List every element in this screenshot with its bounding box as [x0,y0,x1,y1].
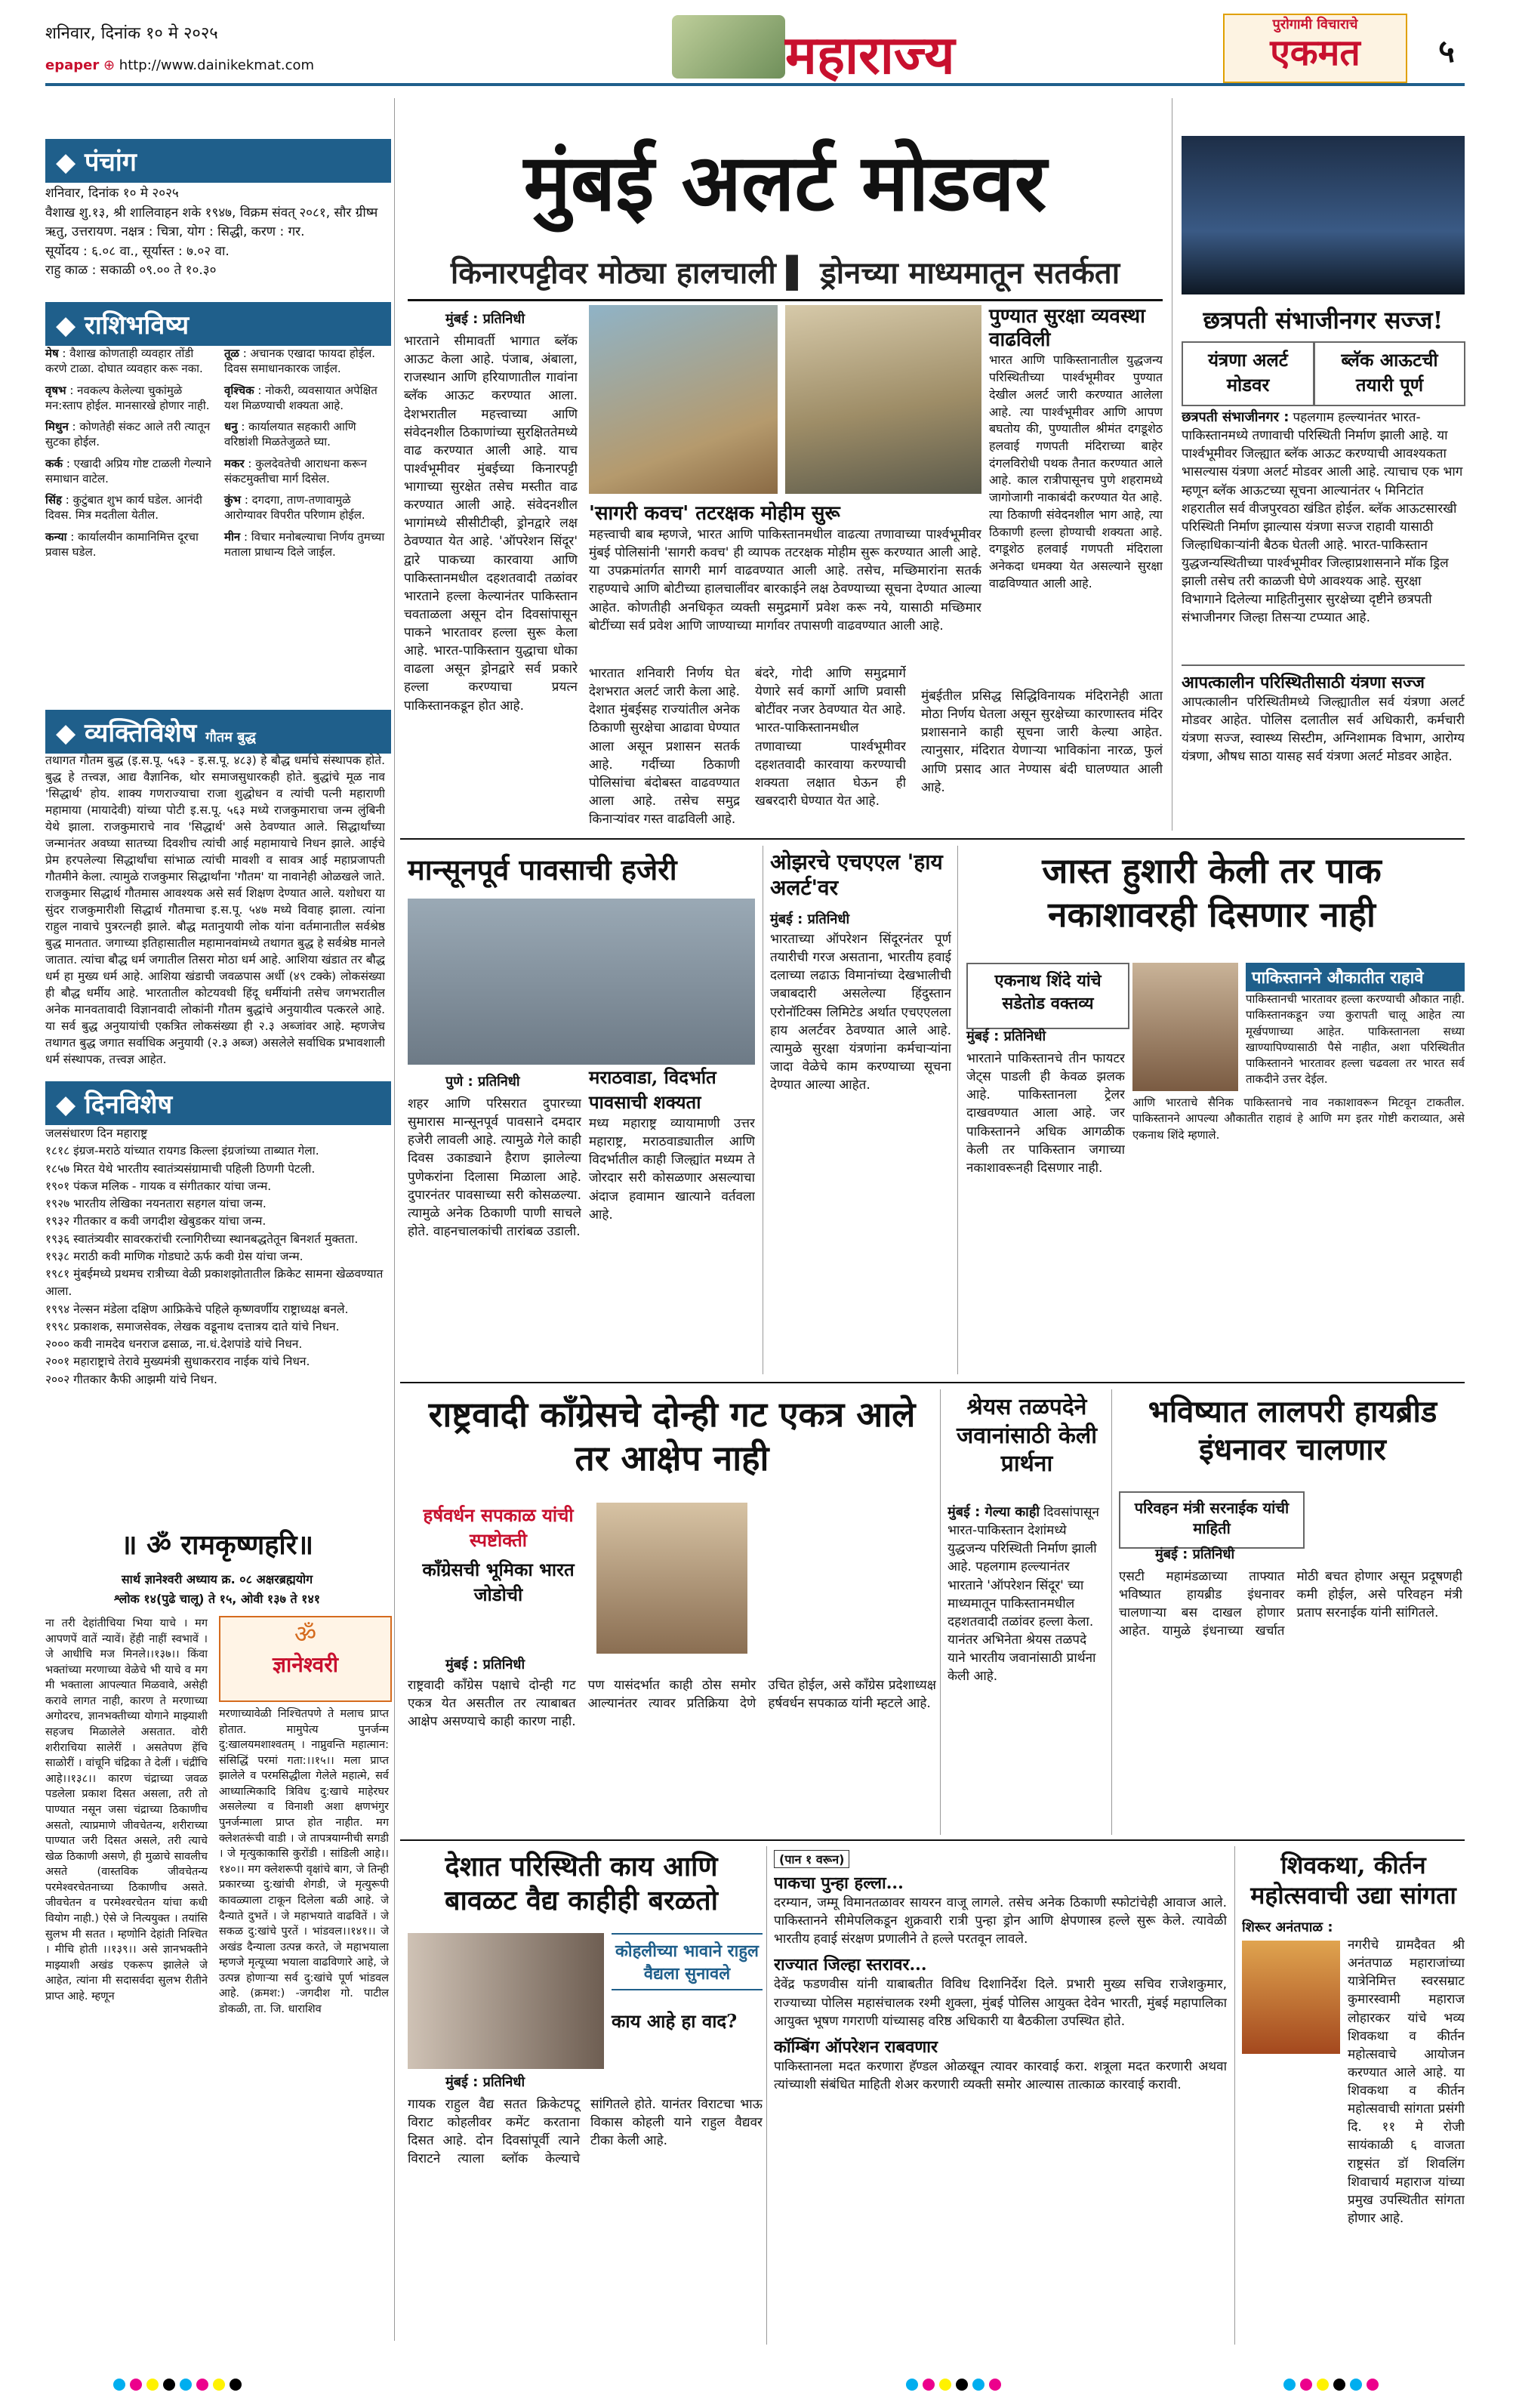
jammu-title: पाकचा पुन्हा हल्ला... [774,1873,904,1893]
rashi-name: कन्या [45,529,67,544]
dinvishesh-item: १९०१ पंकज मलिक - गायक व संगीतकार यांचा जन्म. [45,1179,272,1193]
dinvishesh-item: १९८१ मुंबईमध्ये प्रथमच रात्रीच्या वेळी प्रकाशझोतातील क्रिकेट सामना खेळवण्यात आला. [45,1267,384,1299]
map-logo-icon [672,15,785,79]
shinde-box: एकनाथ शिंदे यांचे सडेतोड वक्तव्य [966,963,1129,1029]
dinvishesh-item: १९९८ प्रकाशक, समाजसेवक, लेखक वडूनाथ दत्तात्रय दाते यांचे निधन. [45,1319,340,1333]
night-sky-photo [1182,136,1465,294]
rashi-name: मिथुन [45,420,69,433]
rashi-text: कुलदेवतेची आराधना करून संकटमुक्तीचा मार्ग दिसेल. [224,456,368,486]
person-text: तथागत गौतम बुद्ध (इ.स.पू. ५६३ - इ.स.पू. ४८३) हे बौद्ध धर्माचे संस्थापक होते. बुद्ध हे तत्त्वज्ञ, आद्य वैज्ञानिक, थोर समाजसुधारकही होते. बुद्धांचे मूळ नाव 'सिद्धार्थ' होय. शाक्य गणराज्याचा राजा शुद्धोधन व त्यांची पत्नी महाराणी महामाया (मायादेवी) यांच्या पोटी इ.स.पू. ५६३ मध्ये राजकुमाराचा जन्म लुंबिनी येथे झाला. राजकुमाराचे नाव 'सिद्धार्थ' असे ठेवण्यात आले. सिद्धार्थांच्या जन्मानंतर अवघ्या सातच्या दिवशीच त्यांची आई महामायाचे निधन झाले. आईचे प्रेम हरपलेल्या सिद्धार्थांचा सांभाळ त्यांची मावशी व सावत्र आई महाप्रजापती गौतमीने केला. त्यामुळे राजकुमार सिद्धार्थांना 'गौतम' या नावानेही ओळखले जाते. राजकुमार सिद्धार्थ गौतमास आवश्यक असे सर्व शिक्षण देण्यात आले. यशोधरा या सुंदर राजकुमारीशी सिद्धार्थ गौतमाचा इ.स.पू. ५४७ मध्ये विवाह झाला. त्यांना राहुल नावाचे पुत्ररत्नही झाले. बौद्ध मतानुयायी लोक यांना वर्तमानातील सर्वश्रेष्ठ बुद्ध मानतात. जगाच्या इतिहासातील महामानवांमध्ये तथागत बुद्ध हे सर्वश्रेष्ठ मानले जातात. त्यांचा बौद्ध धर्म जगातील तिसरा मोठा धर्म आहे. आशिया खंडात तर बौद्ध धर्म हा मुख्य धर्म आहे. आशिया खंडाची जवळपास अर्धी (४९ टक्के) लोकसंख्या ही बौद्ध धर्मीय आहे. भारतातील कोटयवधी हिंदू धर्मीयांनी तसेच जगभरातील अनेक मानवतावादी विज्ञानवादी लोकांनी गौतम बुद्धांचे अनुयायीत्व पत्करले आहे. या सर्व बुद्ध अनुयायांची एकत्रित लोकसंख्या ही २.३ अब्जांवर आहे. म्हणजेच तथागत बुद्ध जगात सर्वाधिक अनुयायी (२.३ अब्ज) असलेले सर्वाधिक प्रभावशाली धर्म संस्थापक, तत्त्वज्ञ आहेत. [45,754,385,1066]
pune-text: भारत आणि पाकिस्तानातील युद्धजन्य परिस्थितीच्या पार्श्वभूमीवर पुण्यात देखील अलर्ट जारी करण्यात आलेला आहे. त्या पार्श्वभूमीवर आणि आपण बघतोय की, पुण्यातील श्रीमंत दगडूशेठ हलवाई गणपती मंदिराच्या बाहेर दंगलविरोधी पथक तैनात करण्यात आले आहे. काल रात्रीपासूनच पुणे शहरामध्ये जागोजागी नाकाबंदी करण्यात येत आहे. त्या ठिकाणी संवेदनशील भाग आहे, त्या ठिकाणी हल्ला होण्याची शक्यता आहे. दगडूशेठ हलवाई गणपती मंदिराला अनेकदा धमक्या येत असल्याने सुरक्षा वाढविण्यात आली आहे. [989,353,1163,590]
sagari-kavach-box [589,498,981,669]
rashi-text: विचार मनोबल्याचा निर्णय तुमच्या मताला प्राधान्य दिले जाईल. [224,529,385,559]
hal-headline: ओझरचे एचएएल 'हाय अलर्ट'वर [770,849,943,900]
rashi-name: कर्क [45,456,63,470]
rashi-item: तूळ : अचानक एखादा फायदा होईल. दिवस समाधानकारक जाईल. [224,347,376,376]
monsoon-dateline: पुणे : प्रतिनिधी [445,1074,520,1090]
continued-label: (पान १ वरून) [774,1850,849,1868]
rashi-name: वृश्चिक [224,383,254,397]
panchang-line: सूर्योदय : ६.०८ वा., सूर्यास्त : ७.०२ वा. [45,243,230,259]
rashi-text: वैशाख कोणताही व्यवहार तोंडी करणे टाळा. दोघात व्यवहार करू नका. [45,347,203,376]
monsoon-sub-text: मध्य महाराष्ट्र व्यायामाणी उत्तर महाराष्ट्र, मराठवाड्यातील आणि विदर्भातील काही जिल्ह्यांत मध्यम ते जोरदार सरी कोसळणार असल्याचा अंदाज हवामान खात्याने वर्तवला आहे. [589,1116,755,1222]
globe-icon: ⊕ [103,57,116,73]
shinde-headline: जास्त हुशारी केली तर पाक नकाशावरही दिसणार नाही [1042,850,1382,935]
hybrid-text: एसटी महामंडळाच्या ताफ्यात भविष्यात हायब्रीड इंधनावर चालणाऱ्या बस दाखल होणार आहेत. यामुळे इंधनाच्या खर्चात मोठी बचत होणार असून प्रदूषणही कमी होईल, असे परिवहन मंत्री प्रताप सरनाईक यांनी सांगितले. [1119,1569,1462,1639]
pune-box [989,305,1163,683]
shinde-sidebar [1246,963,1465,1105]
combing-title: कॉम्बिंग ऑपरेशन राबवणार [774,2036,938,2057]
jammu-text: दरम्यान, जम्मू विमानतळावर सायरन वाजू लागले. तसेच अनेक ठिकाणी स्फोटांचेही आवाज आले. पाकिस्तानने सीमेपलिकडून शुक्रवारी रात्री पुन्हा ड्रोन आणि क्षेपणास्त्र हल्ले सुरू केले. त्यावेळी भारतीय हवाई संरक्षण प्रणालीने ते हल्ले परतवून लावले. [774,1895,1227,1947]
emergency-text: आपत्कालीन परिस्थितीमध्ये जिल्ह्यातील सर्व यंत्रणा अलर्ट मोडवर आहेत. पोलिस दलातील सर्व अधिकारी, कर्मचारी यंत्रणा सज्ज, स्वास्थ्य सिस्टीम, अग्निशामक विभाग, आरोग्य यंत्रणा, औषध साठा यासह सर्व यंत्रणा अलर्ट मोडवर आहेत. [1182,695,1465,765]
shreyas-dateline: मुंबई : गेल्या काही [948,1504,1040,1520]
kirtan-headline: शिवकथा, कीर्तन महोत्सवाची उद्या सांगता [1250,1851,1456,1910]
district-title: राज्यात जिल्हा स्तरावर... [774,1955,927,1975]
vaidya-dateline: मुंबई : प्रतिनिधी [445,2074,525,2090]
monsoon-headline: मान्सूनपूर्व पावसाची हजेरी [408,853,677,886]
dinvishesh-item: २००० कवी नामदेव धनराज ढसाळ, ना.धं.देशपांडे यांचे निधन. [45,1337,303,1351]
dinvishesh-item: १९२७ भारतीय लेखिका नयनतारा सहगल यांचा जन्म. [45,1197,267,1210]
ncp-box1: हर्षवर्धन सपकाळ यांची स्पष्टोक्ती [423,1505,574,1551]
rashi-text: एखादी अप्रिय गोष्ट टाळली गेल्याने समाधान वाटेल. [45,456,211,486]
shinde-sidebar-title: पाकिस्तानने औकातीत राहावे [1246,963,1465,991]
monsoon-text: शहर आणि परिसरात दुपारच्या सुमारास मान्सूनपूर्व पावसाने दमदार हजेरी लावली आहे. त्यामुळे गेले काही दिवस उकाड्याने हैराण झालेल्या पुणेकरांना दिलासा मिळाला आहे. दुपारनंतर पावसाच्या सरी कोसळल्या. त्यामुळे अनेक ठिकाणी पाणी साचले होते. वाहनचालकांची तारांबळ उडाली. [408,1096,581,1239]
ncp-boxes [408,1503,589,1607]
rashi-text: नवकल्प केलेल्या चुकांमुळे मन:स्ताप होईल. मानसारखे होणार नाही. [45,383,210,412]
shinde-photo [1132,963,1238,1091]
dinvishesh-item: जलसंधारण दिन महाराष्ट्र [45,1127,148,1140]
dnyaneshwari-logo [219,1616,392,1702]
shinde-text: भारताने पाकिस्तानचे तीन फायटर जेट्स पाडली ही केवळ झलक आहे. पाकिस्तानला ट्रेलर दाखवण्यात आला आहे. जर पाकिस्तानने अधिक आगळीक केली तर पाकिस्तान जगाच्या नकाशावरूनही दिसणार नाही. [966,1051,1125,1176]
vaidya-photo [408,1933,604,2069]
lead-col2: भारतात शनिवारी निर्णय घेत देशभरात अलर्ट जारी केला आहे. देशात मुंबईसह राज्यांतील अनेक ठिकाणी सुरक्षेचा आढावा घेण्यात आला असून प्रशासन सतर्क आहे. गर्दीच्या ठिकाणी पोलिसांचा बंदोबस्त वाढवण्यात आला आहे. तसेच समुद्र किनाऱ्यांवर गस्त वाढविली आहे. [589,666,740,827]
rashi-item: वृषभ : नवकल्प केलेल्या चुकांमुळे मन:स्ताप होईल. मानसारखे होणार नाही. [45,383,210,412]
dinvishesh-list [45,1125,389,1518]
continued-box [774,1850,1227,2341]
rashi-title: राशिभविष्य [85,310,190,341]
brand-name: एकमत [1270,32,1360,74]
rashi-name: मीन [224,529,241,544]
sambhaji-title: छत्रपती संभाजीनगर सज्ज! [1203,306,1444,335]
hybrid-headline: भविष्यात लालपरी हायब्रीड इंधनावर चालणार [1148,1394,1437,1467]
vaidya-box: कोहलीच्या भावाने राहुल वैद्यला सुनावले [612,1933,763,1990]
hybrid-box: परिवहन मंत्री सरनाईक यांची माहिती [1119,1491,1305,1549]
ramkrishna-col2: मरणाच्यावेळी निश्चितपणे ते मलाच प्राप्त होतात. मामुपेत्य पुनर्जन्म दु:खालयमशाश्वतम् । नाप्नुवन्ति महात्मान: संसिद्धिं परमां गता:।।१५।। मला प्राप्त झालेले व परमसिद्धीला गेलेले महात्मे, सर्व आध्यात्मिकादि त्रिविध दु:खाचे माहेरघर असलेल्या व विनाशी अशा क्षणभंगुर पुनर्जन्माला प्राप्त होत नाहीत. मग क्लेशतरूंची वाडी । जे तापत्रयाग्नीची सगडी । जे मृत्युकाकासि कुरोंडी । सांडिली आहे।।१४०।। मग क्लेशरूपी वृक्षांचे बाग, जे तिन्ही प्रकारच्या दु:खांची शेगडी, जे मृत्युरूपी कावळ्याला टाकून दिलेला बळी आहे. जे दैन्याते दुभतें । जे महाभयाते वाढवितें । जे सकळ दु:खांचे पुरतें । भांडवल।।१४१।। जे अखंड दैन्याला उत्पन्न करते, जे महाभयाला म्हणजे मृत्यूच्या भयाला वाढविणारे आहे, जे उत्पन्न होणाऱ्या सर्व दु:खांचे पूर्ण भांडवल आहे. (क्रमश:) -जगदीश गो. पाटील डोकळी, ता. जि. धाराशिव [219,1708,389,2015]
rashi-name: धनु [224,420,238,433]
panchang-title: पंचांग [85,147,137,177]
person-icon: ◆ [56,718,76,748]
rashi-icon: ◆ [56,310,76,341]
vaidya-text: गायक राहुल वैद्य सतत क्रिकेटपटू विराट कोहलीवर कमेंट करताना दिसत आहे. दोन दिवसांपूर्वी त्याने विराटने त्याला ब्लॉक केल्याचे सांगितले होते. यानंतर विराटचा भाऊ विकास कोहली याने राहुल वैद्यवर टीका केली आहे. [408,2097,763,2167]
dinvishesh-icon: ◆ [56,1090,76,1120]
kirtan-body [1242,1918,1465,2341]
rashi-name: सिंह [45,493,62,507]
hal-text: भारताच्या ऑपरेशन सिंदूरनंतर पूर्ण तयारीची गरज असताना, भारतीय हवाई दलाच्या लढाऊ विमानांच्या देखभालीची जबाबदारी असलेल्या हिंदुस्तान एरोनॉटिक्स लिमिटेड अर्थात एचएएलला हाय अलर्टवर ठेवण्यात आले आहे. त्यामुळे सुरक्षा यंत्रणांना कर्मचाऱ्यांना जादा वेळेचे काम करण्याच्या सूचना देण्यात आल्या आहेत. [770,932,951,1093]
registration-dots-mid [906,2379,1006,2394]
monsoon-sub-title: मराठवाडा, विदर्भात पावसाची शक्यता [589,1066,716,1113]
rashi-header [45,302,391,346]
coast-guard-photo [589,305,778,494]
rashi-name: वृषभ [45,383,66,397]
person-sub: गौतम बुद्ध [205,729,256,745]
vaidya-headline: देशात परिस्थिती काय आणि बावळट वैद्य काहीही बरळतो [444,1851,719,1916]
lead-subhead: किनारपट्टीवर मोठ्या हालचाली ▌ ड्रोनच्या माध्यमातून सतर्कता [450,256,1120,291]
ncp-box2: काँग्रेसची भूमिका भारत जोडोची [422,1559,575,1605]
sambhaji-dateline: छत्रपती संभाजीनगर : [1182,409,1290,425]
rashi-item: कन्या : कार्यालयीन कामानिमित्त दूरचा प्रवास घडेल. [45,529,199,559]
panchang-icon: ◆ [56,147,76,177]
ramkrishna-col1: ना तरी देहांतीचिया भिया याचे । मग आपणपें वातें न्यावें। हेंही नाहीं स्वभावें । जे आधीचि मज मिनले।।१३७।। किंवा भक्तांच्या मरणाच्या वेळेचे भी याचे व मग मी भक्ताला आपल्यात मिळवावे, असेही करावे लागत नाही, कारण ते मरणाच्या अगोदरच, ज्ञानभक्तीच्या योगाने माझ्याशी सहजच मिळालेले असतात. वोरी शरीराचिया सालेरीं । असतेपण हेंचि साळोरीं । वांचूनि चंद्रिका ते देलीं । चंद्रींचि आहे।।१३८।। कारण चंद्राच्या जवळ पडलेला प्रकाश दिसत असला, तरी तो पाण्यात नसून जसा चंद्राच्या ठिकाणीच असतो, त्याप्रमाणे जीवचेतन्य, शरीराच्या पाण्यात जरी दिसत असले, तरी त्याचे खेळ ठिकाणी असणे, ही मुळाचे सावलीच असते (वास्तविक जीवचेतन्य परमेश्वरचेतनाच्या ठिकाणीच असते. जीवचेतन व परमेश्वरचेतन यांचा कधी वियोग नाही.) ऐसे जे नित्ययुक्त । तयांसि सुलभ मी सतत । म्हणोनि देहांती निश्चित । मीचि होती ।।१३९।। असे ज्ञानभक्तीने माझ्याशी अखंड एकरूप झालेले जे आहेत, त्यांना मी सदासर्वदा सुलभ रीतीने प्राप्त आहे. म्हणून [45,1617,208,2003]
lead-col3: बंदरे, गोदी आणि समुद्रमार्गे येणारे सर्व कार्गो आणि प्रवासी बोटींवर नजर ठेवण्यात येत आहे. भारत-पाकिस्तानमधील तणावाच्या पार्श्वभूमीवर दहशतवादी कारवाया करण्याची शक्यता लक्षात घेऊन ही खबरदारी घेण्यात येत आहे. [755,666,906,809]
sambhaji-box1: यंत्रणा अलर्ट मोडवर [1182,341,1314,406]
emergency-title: आपत्कालीन परिस्थितीसाठी यंत्रणा सज्ज [1182,673,1425,692]
combing-text: पाकिस्तानला मदत करणारा हॅण्डल ओळखून त्यावर कारवाई करा. शत्रूला मदत करणारी अथवा त्यांच्याशी संबंधित माहिती शेअर करणारी व्यक्ती समोर आल्यास तात्काळ कारवाई करावी. [774,2058,1227,2092]
dinvishesh-item: १९९४ नेल्सन मंडेला दक्षिण आफ्रिकेचे पहिले कृष्णवर्णीय राष्ट्राध्यक्ष बनले. [45,1302,349,1316]
dinvishesh-item: १९३६ स्वातंत्र्यवीर सावरकरांची रत्नागिरीच्या स्थानबद्धतेतून बिनशर्त मुक्तता. [45,1232,359,1246]
pune-title: पुण्यात सुरक्षा व्यवस्था वाढविली [989,305,1145,352]
person-title: व्यक्तिविशेष [85,718,197,748]
rashi-text: कोणतेही संकट आले तरी त्यातून सुटका होईल. [45,420,211,449]
shinde-dateline: मुंबई : प्रतिनिधी [966,1028,1046,1044]
rashi-text: कुटुंबात शुभ कार्य घडेल. आनंदी दिवस. मित्र मदतीला येतील. [45,493,202,523]
epaper-label: epaper [45,57,100,73]
brand-tagline: पुरोगामी विचाराचे [1272,17,1358,32]
sambhaji-text: पहलगाम हल्ल्यानंतर भारत-पाकिस्तानमध्ये तणावाची परिस्थिती निर्माण झाली आहे. या पार्श्वभूमीवर जिल्ह्यात ब्लॅक आऊट करण्याची आवश्यकता भासल्यास यंत्रणा अलर्ट मोडवर आली आहे. त्याचाच एक भाग म्हणून ब्लॅक आऊटच्या सूचना आल्यानंतर ५ मिनिटांत शहरातील सर्व वीजपुरवठा खंडित होईल. ब्लॅक आऊटसारखी परिस्थिती निर्माण झाल्यास यंत्रणा सज्ज राहावी यासाठी जिल्हाधिकाऱ्यांनी बैठक घेतली आहे. भारत-पाकिस्तान युद्धजन्यस्थितीच्या पार्श्वभूमीवर जिल्हाप्रशासनाने मॉक ड्रिल झाली तसेच तरी काळजी घेणे आवश्यक आहे. सुरक्षा विभागाने दिलेल्या माहितीनुसार सुरक्षेच्या दृष्टीने छत्रपती संभाजीनगर जिल्हा तिसऱ्या टप्प्यात आहे. [1182,410,1463,626]
rashi-item: मकर : कुलदेवतेची आराधना करून संकटमुक्तीचा मार्ग दिसेल. [224,456,368,486]
rashi-item: मेष : वैशाख कोणताही व्यवहार तोंडी करणे टाळा. दोघात व्यवहार करू नका. [45,347,203,376]
rashi-text: नोकरी, व्यवसायात अपेक्षित यश मिळण्याची शक्यता आहे. [224,383,377,412]
sagari-kavach-text: महत्त्वाची बाब म्हणजे, भारत आणि पाकिस्तानमधील वाढत्या तणावाच्या पार्श्वभूमीवर मुंबई पोलिसांनी 'सागरी कवच' ही व्यापक तटरक्षक मोहीम सुरू करण्यात आली आहे. या उपक्रमांतर्गत सागरी मार्ग वाढवण्यात आली आहे. तसेच, मच्छिमारांना सतर्क राहण्याचे आणि बोटीच्या हालचालींवर बारकाईने लक्ष ठेवण्याच्या सूचना देण्यात आल्या आहेत. कोणतीही अनधिकृत व्यक्ती समुद्रमार्गे प्रवेश करू नये, यासाठी मच्छिमार बोटींच्या सर्व प्रवेश आणि जाण्याच्या मार्गावर तपासणी वाढवण्यात आली आहे. [589,527,981,634]
rashi-item: धनु : कार्यालयात सहकारी आणि वरिष्ठांशी मिळतेजुळते घ्या. [224,420,356,449]
panchang-line: वैशाख शु.१३, श्री शालिवाहन शके १९४७, विक्रम संवत् २०८१, सौर ग्रीष्म ऋतु, उत्तरायण. नक्षत्र : चित्रा, योग : सिद्धी, करण : गर. [45,205,378,239]
registration-dots-right [1283,2379,1383,2394]
rashi-name: मकर [224,456,245,470]
kirtan-text: नगरीचे ग्रामदैवत श्री अनंतपाळ महाराजांच्या यात्रेनिमित्त स्वरसम्राट कुमारस्वामी महाराज लोहारकर यांचे भव्य शिवकथा व कीर्तन महोत्सवाचे आयोजन करण्यात आले आहे. या शिवकथा व कीर्तन महोत्सवाची सांगता प्रसंगी दि. ११ मे रोजी सायंकाळी ६ वाजता राष्ट्रसंत डॉ शिवलिंग शिवाचार्य महाराज यांच्या प्रमुख उपस्थितीत सांगता होणार आहे. [1348,1938,1465,2226]
panchang-date: शनिवार, दिनांक १० मे २०२५ [45,186,179,201]
ramkrishna-verse-ref: श्लोक १४(पुढे चालू) ते १५, ओवी १३७ ते १४१ [113,1592,321,1606]
rashi-item: सिंह : कुटुंबात शुभ कार्य घडेल. आनंदी दिवस. मित्र मदतीला येतील. [45,493,202,523]
rashi-item: कर्क : एखादी अप्रिय गोष्ट टाळली गेल्याने समाधान वाटेल. [45,456,211,486]
lead-col4: मुंबईतील प्रसिद्ध सिद्धिविनायक मंदिरानेही आता मोठा निर्णय घेतला असून सुरक्षेच्या कारणास्तव मंदिर प्रशासनाने काही सूचना जारी केल्या आहेत. त्यानुसार, मंदिरात येणाऱ्या भाविकांना नारळ, फुलं आणि प्रसाद आत नेण्यास बंदी घालण्यात आली आहे. [921,689,1163,795]
rain-photo [408,899,755,1065]
epaper-link[interactable] [45,57,314,73]
sambhaji-box2: ब्लॅक आऊटची तयारी पूर्ण [1314,341,1465,406]
shreyas-text: दिवसांपासून भारत-पाकिस्तान देशांमध्ये युद्धजन्य परिस्थिती निर्माण झाली आहे. पहलगाम हल्ल्यानंतर भारताने 'ऑपरेशन सिंदूर' च्या माध्यमातून पाकिस्तानमधील दहशतवादी तळांवर हल्ला केला. यानंतर अभिनेता श्रेयस तळपदे याने भारतीय जवानांसाठी प्रार्थना केली आहे. [948,1505,1099,1685]
hybrid-dateline: मुंबई : प्रतिनिधी [1155,1546,1235,1562]
page-number: ५ [1438,32,1455,69]
rashi-text: कार्यालयात सहकारी आणि वरिष्ठांशी मिळतेजुळते घ्या. [224,420,356,449]
site-url[interactable]: http://www.dainikekmat.com [119,57,315,73]
brand-logo[interactable] [1223,14,1407,83]
rashi-item: कुंभ : दगदगा, ताण-तणावामुळे आरोग्यावर विपरीत परिणाम होईल. [224,493,365,523]
panchang-line: राहु काळ : सकाळी ०९.०० ते १०.३० [45,263,217,278]
dinvishesh-item: २००१ महाराष्ट्राचे तेरावे मुख्यमंत्री सुधाकरराव नाईक यांचे निधन. [45,1355,310,1369]
section-title: महाराज्य [785,23,955,86]
rashi-item: वृश्चिक : नोकरी, व्यवसायात अपेक्षित यश मिळण्याची शक्यता आहे. [224,383,377,412]
shinde-sidebar-text: पाकिस्तानची भारतावर हल्ला करण्याची औकात नाही. पाकिस्तानकडून ज्या कुरापती चालू आहेत त्या मूर्खपणाच्या आहेत. पाकिस्तानला सध्या खाण्यापिण्यासाठी पैसे नाहीत, अशा परिस्थितीत पाकिस्तानने भारतावर हल्ला चढवला तर भारत सर्व ताकदीने उत्तर देईल. [1246,992,1465,1087]
rashi-item: मिथुन : कोणतेही संकट आले तरी त्यातून सुटका होईल. [45,420,211,449]
shreyas-body [948,1503,1106,1827]
dinvishesh-title: दिनविशेष [85,1090,173,1120]
shinde-caption: आणि भारताचे सैनिक पाकिस्तानचे नाव नकाशावरून मिटवून टाकतील. पाकिस्तानने आपल्या औकातीत राहावं हे आणि मग इतर गोष्टी कराव्यात, असे एकनाथ शिंदे म्हणाले. [1132,1096,1465,1142]
dinvishesh-item: २००२ गीतकार कैफी आझमी यांचे निधन. [45,1372,217,1386]
rashi-name: तूळ [224,347,239,360]
dinvishesh-item: १८१८ इंग्रज-मराठे यांच्यात रायगड किल्ला इंग्रजांच्या ताब्यात गेला. [45,1144,319,1158]
dinvishesh-item: १९३२ गीतकार व कवी जगदीश खेबुडकर यांचा जन्म. [45,1214,267,1229]
lead-headline: मुंबई अलर्ट मोडवर [523,136,1047,229]
rashi-name: कुंभ [224,493,242,507]
ncp-dateline: मुंबई : प्रतिनिधी [445,1657,525,1673]
registration-dots-left [113,2379,246,2394]
rashi-name: मेष [45,347,59,360]
ramkrishna-title: ॥ ॐ रामकृष्णहरि॥ [120,1529,314,1561]
lead-col1: भारताने सीमावर्ती भागात ब्लॅक आऊट केला आहे. पंजाब, अंबाला, राजस्थान आणि हरियाणातील गावांना ब्लॅक आऊट करण्यात आला. देशभरातील महत्त्वाच्या आणि संवेदनशील ठिकाणांच्या सुरक्षिततेमध्ये वाढ करण्यात आली आहे. याच पार्श्वभूमीवर मुंबईच्या किनारपट्टी भागाच्या सुरक्षेत तसेच मस्तीत वाढ करण्यात आली आहे. संवेदनशील भागांमध्ये सीसीटीव्ही, ड्रोनद्वारे लक्ष ठेवण्यात येत आहे. 'ऑपरेशन सिंदूर' द्वारे पाकच्या कारवाया आणि पाकिस्तानमधील दहशतवादी तळांवर भारताने हल्ला केल्यानंतर पाकिस्तान चवताळला असून दोन दिवसांपासून पाकने भारतावर हल्ला सुरू केला आहे. भारत-पाकिस्तान युद्धाचा धोका वाढला असून ड्रोनद्वारे सर्व प्रकारे हल्ला करण्याचा प्रयत्न पाकिस्तानकडून होत आहे. [404,334,578,714]
ramkrishna-sub: सार्थ ज्ञानेश्वरी अध्याय क्र. ०८ अक्षरब्रह्मयोग [121,1572,313,1586]
shreyas-headline: श्रेयस तळपदेने जवानांसाठी केली प्रार्थना [957,1394,1097,1477]
dinvishesh-header [45,1081,391,1125]
panchang-header [45,139,391,183]
emergency-box [1182,664,1465,829]
sagari-kavach-title: 'सागरी कवच' तटरक्षक मोहीम सुरू [589,502,840,525]
rashi-text: कार्यालयीन कामानिमित्त दूरचा प्रवास घडेल. [45,529,199,559]
gateway-photo [785,305,981,494]
vaidya-sub-title: काय आहे हा वाद? [612,2010,738,2032]
hal-dateline: मुंबई : प्रतिनिधी [770,911,850,927]
rashi-grid [45,346,393,708]
ncp-headline: राष्ट्रवादी काँग्रेसचे दोन्ही गट एकत्र आले तर आक्षेप नाही [428,1394,916,1478]
ncp-text: राष्ट्रवादी काँग्रेस पक्षाचे दोन्ही गट एकत्र येत असतील तर त्याबाबत आक्षेप असण्याचे काही कारण नाही. पण यासंदर्भात काही ठोस समोर आल्यानंतर त्यावर प्रतिक्रिया देणे उचित होईल, असे काँग्रेस प्रदेशाध्यक्ष हर्षवर्धन सपकाळ यांनी म्हटले आहे. [408,1678,936,1730]
lead-dateline: मुंबई : प्रतिनिधी [445,311,525,327]
person-header [45,710,391,754]
date-line: शनिवार, दिनांक १० मे २०२५ [45,24,218,43]
panchang-body [45,184,385,281]
rashi-text: दगदगा, ताण-तणावामुळे आरोग्यावर विपरीत परिणाम होईल. [224,493,365,523]
dnyaneshwari-logo-text: ज्ञानेश्वरी [273,1652,338,1677]
sapkal-photo [596,1503,747,1654]
district-text: देवेंद्र फडणवीस यांनी याबाबतीत विविध दिशानिर्देश दिले. प्रभारी मुख्य सचिव राजेशकुमार, राज्याच्या पोलिस महासंचालक रश्मी शुक्ला, मुंबई पोलिस आयुक्त देवेन भारती, मुंबई महापालिका आयुक्त भूषण गगराणी यांच्यासह वरिष्ठ अधिकारी या बैठकीला उपस्थित होते. [774,1977,1227,2029]
dinvishesh-item: १९३८ मराठी कवी माणिक गोडघाटे ऊर्फ कवी ग्रेस यांचा जन्म. [45,1249,304,1263]
ganesh-icon: ॐ [294,1620,317,1648]
dinvishesh-item: १८५७ मिरत येथे भारतीय स्वातंत्र्यसंग्रामाची पहिली ठिणगी पेटली. [45,1161,316,1176]
rashi-item: मीन : विचार मनोबल्याचा निर्णय तुमच्या मताला प्राधान्य दिले जाईल. [224,529,385,559]
kirtan-dateline: शिरूर अनंतपाळ : [1242,1919,1333,1935]
rashi-text: अचानक एखादा फायदा होईल. दिवस समाधानकारक जाईल. [224,347,376,376]
